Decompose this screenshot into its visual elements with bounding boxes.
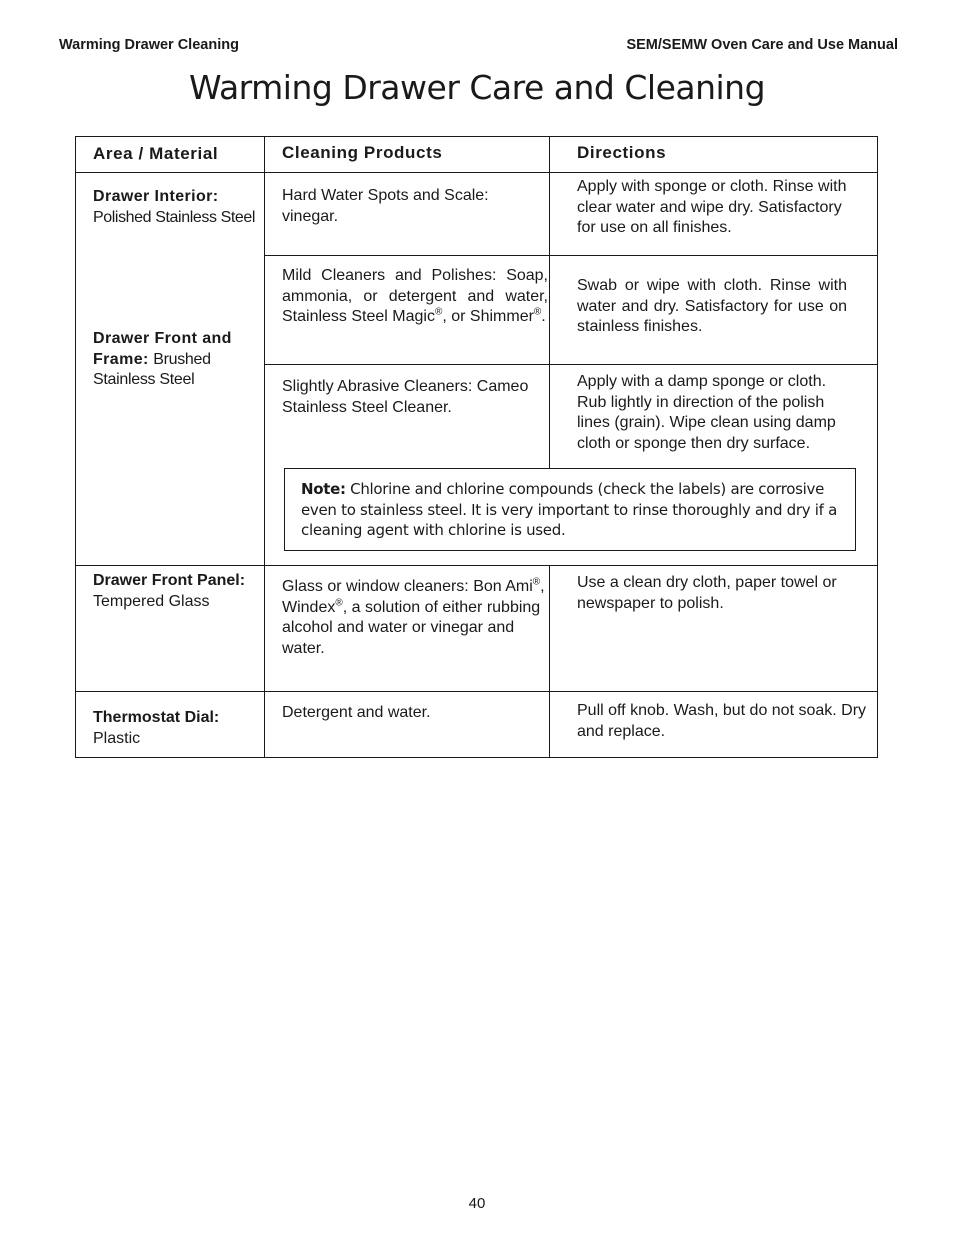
running-header-section: Warming Drawer Cleaning [59, 37, 239, 53]
table-border-right [877, 136, 878, 758]
chlorine-note-box [284, 468, 856, 551]
product-cell: Slightly Abrasive Cleaners: Cameo Stainless Steel Cleaner. [282, 378, 529, 416]
area-label: Drawer Interior: [93, 188, 219, 205]
note-label: Note: [301, 480, 346, 498]
area-label: Drawer Front Panel: [93, 572, 246, 589]
area-material: Tempered Glass [93, 592, 210, 610]
product-cell: Glass or window cleaners: Bon Ami®, Windex®, a solution of either rubbing alcohol and water or vinegar and water. [282, 576, 545, 657]
page-number: 40 [468, 1195, 486, 1212]
product-cell: Detergent and water. [282, 704, 431, 721]
area-material: Plastic [93, 729, 141, 747]
area-drawer-front-panel [93, 571, 263, 612]
directions-cell: Pull off knob. Wash, but do not soak. Dry and replace. [577, 702, 867, 740]
column-header-directions: Directions [577, 143, 667, 162]
directions-cell: Apply with a damp sponge or cloth. Rub lightly in direction of the polish lines (grain). Wipe clean using damp cloth or sponge then dry surface. [577, 373, 836, 452]
product-cell: Mild Cleaners and Polishes: Soap, ammonia, or detergent and water, Stainless Steel Magic®, or Shimmer®. [282, 267, 548, 325]
area-thermostat-dial [93, 708, 258, 749]
directions-cell: Apply with sponge or cloth. Rinse with clear water and wipe dry. Satisfactory for use on all finishes. [577, 178, 847, 236]
row-divider [264, 364, 878, 365]
column-divider [264, 136, 265, 758]
directions-cell: Swab or wipe with cloth. Rinse with water and dry. Satisfactory for use on stainless finishes. [577, 277, 847, 335]
column-divider [549, 565, 550, 758]
area-label: Drawer Front and Frame: [93, 330, 232, 368]
table-border-top [75, 136, 878, 137]
area-drawer-front-frame [93, 329, 258, 391]
area-material: Polished Stainless Steel [93, 208, 256, 226]
column-divider [549, 136, 550, 468]
row-divider [75, 691, 878, 692]
area-label: Thermostat Dial: [93, 709, 220, 726]
directions-cell: Use a clean dry cloth, paper towel or newspaper to polish. [577, 574, 837, 612]
column-header-products: Cleaning Products [282, 143, 443, 162]
row-divider [264, 255, 878, 256]
row-divider [75, 565, 878, 566]
table-border-left [75, 136, 76, 758]
header-row-divider [75, 172, 878, 173]
note-text: Note: Chlorine and chlorine compounds (check the labels) are corrosive even to stainless steel. It is very important to rinse thoroughly and dry if a cleaning agent with chlorine is used. [301, 480, 838, 539]
product-cell: Hard Water Spots and Scale: vinegar. [282, 187, 489, 225]
area-material: Brushed Stainless Steel [93, 350, 211, 388]
column-header-area: Area / Material [93, 144, 219, 163]
area-drawer-interior [93, 187, 258, 228]
page-title: Warming Drawer Care and Cleaning [188, 68, 766, 107]
running-header-manual-title: SEM/SEMW Oven Care and Use Manual [626, 37, 898, 53]
table-border-bottom [75, 757, 878, 758]
